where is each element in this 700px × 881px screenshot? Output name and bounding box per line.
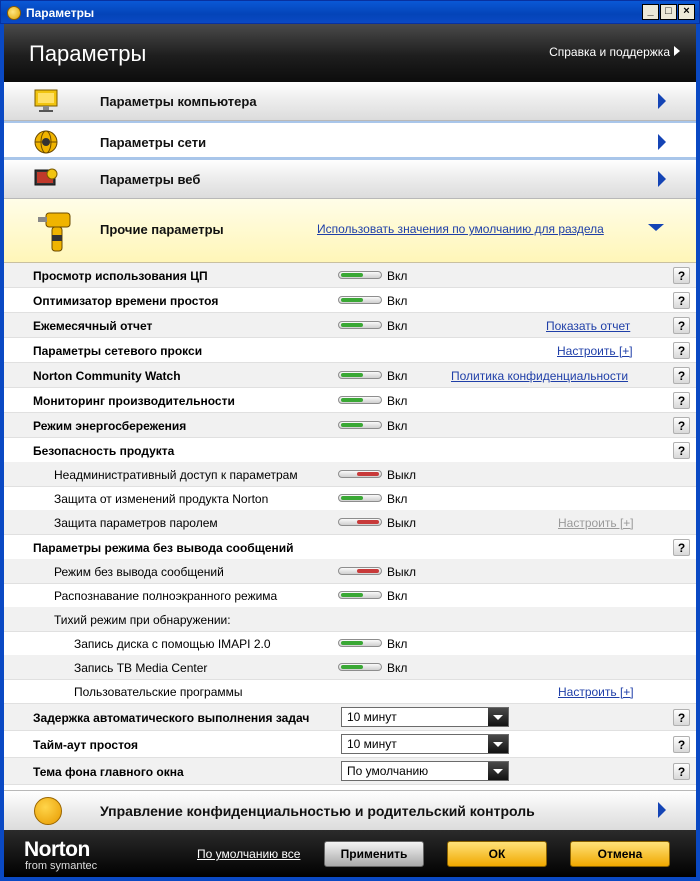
toggle-state: Вкл [387, 419, 408, 433]
setting-row-tamper-protection [4, 486, 696, 511]
ok-button[interactable]: ОК [447, 841, 547, 867]
help-button[interactable]: ? [673, 417, 690, 434]
chevron-right-icon [658, 171, 666, 187]
toggle-switch[interactable] [338, 639, 382, 647]
toggle-switch[interactable] [338, 321, 382, 329]
toggle-state: Вкл [387, 589, 408, 603]
setting-row-background-theme [4, 758, 696, 785]
chevron-down-icon[interactable] [648, 224, 664, 231]
help-button[interactable]: ? [673, 342, 690, 359]
setting-row-quiet-on-detect [4, 607, 696, 632]
web-icon [32, 165, 60, 193]
setting-label: Защита от изменений продукта Norton [54, 492, 269, 506]
help-button[interactable]: ? [673, 442, 690, 459]
setting-row-fullscreen-detection [4, 583, 696, 608]
toggle-state: Вкл [387, 661, 408, 675]
section-privacy-parental[interactable] [4, 790, 696, 830]
section-network-settings[interactable] [4, 121, 696, 160]
toggle-switch[interactable] [338, 396, 382, 404]
toggle-switch[interactable] [338, 271, 382, 279]
setting-row-media-center [4, 655, 696, 680]
auto-task-delay-select[interactable] [341, 707, 509, 727]
toggle-switch[interactable] [338, 470, 382, 478]
help-button[interactable]: ? [673, 539, 690, 556]
setting-label: Защита параметров паролем [54, 516, 218, 530]
toggle-state: Вкл [387, 492, 408, 506]
title-bar [0, 0, 700, 24]
chevron-right-icon [674, 46, 680, 56]
family-icon [34, 797, 62, 825]
help-button[interactable]: ? [673, 292, 690, 309]
setting-label: Norton Community Watch [33, 369, 181, 383]
help-button[interactable]: ? [673, 367, 690, 384]
setting-label: Параметры режима без вывода сообщений [33, 541, 294, 555]
setting-label: Оптимизатор времени простоя [33, 294, 219, 308]
setting-row-power-saving [4, 413, 696, 438]
setting-row-silent-mode-settings [4, 535, 696, 560]
setting-row-imapi-burning [4, 631, 696, 656]
window-frame-bottom [0, 877, 700, 881]
toggle-switch[interactable] [338, 371, 382, 379]
section-label: Параметры сети [100, 135, 207, 150]
maximize-button[interactable]: □ [660, 4, 677, 20]
toggle-switch[interactable] [338, 296, 382, 304]
drill-icon [38, 205, 74, 255]
norton-app-icon [7, 6, 21, 20]
setting-label: Мониторинг производительности [33, 394, 235, 408]
select-value: По умолчанию [347, 764, 429, 778]
help-button[interactable]: ? [673, 317, 690, 334]
show-report-link[interactable]: Показать отчет [546, 319, 631, 333]
setting-row-community-watch [4, 363, 696, 388]
setting-label: Тихий режим при обнаружении: [54, 613, 231, 627]
setting-label: Задержка автоматического выполнения задач [33, 711, 310, 725]
toggle-switch[interactable] [338, 663, 382, 671]
minimize-button[interactable]: _ [642, 4, 659, 20]
apply-button[interactable]: Применить [324, 841, 424, 867]
section-label: Параметры веб [100, 172, 201, 187]
setting-label: Режим энергосбережения [33, 419, 187, 433]
setting-label: Пользовательские программы [74, 685, 243, 699]
setting-row-product-security [4, 438, 696, 463]
chevron-right-icon [658, 134, 666, 150]
page-header [4, 24, 696, 82]
toggle-state: Вкл [387, 319, 408, 333]
section-other-settings[interactable] [4, 199, 696, 263]
setting-row-non-admin-access [4, 462, 696, 487]
globe-icon [32, 128, 60, 156]
setting-label: Безопасность продукта [33, 444, 175, 458]
chevron-down-icon [488, 735, 508, 753]
select-value: 10 минут [347, 710, 397, 724]
section-computer-settings[interactable] [4, 82, 696, 121]
idle-timeout-select[interactable] [341, 734, 509, 754]
toggle-switch[interactable] [338, 518, 382, 526]
help-button[interactable]: ? [673, 709, 690, 726]
chevron-down-icon [488, 708, 508, 726]
configure-link[interactable]: Настроить [+] [558, 685, 634, 699]
setting-row-silent-mode [4, 559, 696, 584]
toggle-state: Вкл [387, 637, 408, 651]
setting-row-network-proxy [4, 338, 696, 363]
setting-label: Неадминистративный доступ к параметрам [54, 468, 298, 482]
help-button[interactable]: ? [673, 736, 690, 753]
toggle-state: Выкл [387, 468, 417, 482]
close-button[interactable]: × [678, 4, 695, 20]
chevron-right-icon [658, 93, 666, 109]
toggle-state: Вкл [387, 394, 408, 408]
toggle-state: Выкл [387, 565, 417, 579]
help-support-link[interactable]: Справка и поддержка [549, 45, 670, 59]
window-title: Параметры [26, 6, 95, 20]
help-button[interactable]: ? [673, 392, 690, 409]
setting-label: Запись ТВ Media Center [74, 661, 208, 675]
footer-bar [4, 830, 696, 877]
setting-label: Режим без вывода сообщений [54, 565, 224, 579]
toggle-state: Выкл [387, 516, 417, 530]
setting-label: Тайм-аут простоя [33, 738, 138, 752]
setting-label: Просмотр использования ЦП [33, 269, 208, 283]
section-label: Прочие параметры [100, 222, 224, 237]
setting-label: Распознавание полноэкранного режима [54, 589, 278, 603]
page-title: Параметры [29, 41, 147, 66]
setting-label: Запись диска с помощью IMAPI 2.0 [74, 637, 271, 651]
section-web-settings[interactable] [4, 160, 696, 199]
toggle-switch[interactable] [338, 567, 382, 575]
norton-logo: Norton [24, 838, 90, 861]
setting-label: Параметры сетевого прокси [33, 344, 203, 358]
setting-row-password-protection [4, 510, 696, 535]
setting-label: Ежемесячный отчет [33, 319, 153, 333]
chevron-down-icon [488, 762, 508, 780]
cancel-button[interactable]: Отмена [570, 841, 670, 867]
setting-row-performance-monitoring [4, 388, 696, 413]
setting-label: Тема фона главного окна [33, 765, 184, 779]
toggle-state: Вкл [387, 269, 408, 283]
use-defaults-link[interactable]: Использовать значения по умолчанию для раздела [317, 222, 604, 236]
configure-link[interactable]: Настроить [+] [557, 344, 633, 358]
help-button[interactable]: ? [673, 267, 690, 284]
window-frame-right [696, 24, 700, 881]
symantec-tagline: from symantec [25, 860, 98, 872]
setting-row-idle-optimizer [4, 288, 696, 313]
toggle-switch[interactable] [338, 421, 382, 429]
monitor-icon [32, 87, 60, 115]
setting-row-monthly-report [4, 313, 696, 338]
setting-row-idle-timeout [4, 731, 696, 758]
setting-row-user-programs [4, 679, 696, 704]
chevron-right-icon [658, 802, 666, 818]
toggle-state: Вкл [387, 369, 408, 383]
reset-all-link[interactable]: По умолчанию все [197, 847, 301, 861]
section-label: Управление конфиденциальностью и родительский контроль [100, 803, 535, 819]
select-value: 10 минут [347, 737, 397, 751]
setting-row-cpu-usage [4, 263, 696, 288]
setting-row-auto-task-delay [4, 704, 696, 731]
configure-link: Настроить [+] [558, 516, 634, 530]
toggle-switch[interactable] [338, 591, 382, 599]
help-button[interactable]: ? [673, 763, 690, 780]
background-theme-select[interactable] [341, 761, 509, 781]
section-label: Параметры компьютера [100, 94, 257, 109]
toggle-state: Вкл [387, 294, 408, 308]
privacy-policy-link[interactable]: Политика конфиденциальности [451, 369, 629, 383]
toggle-switch[interactable] [338, 494, 382, 502]
